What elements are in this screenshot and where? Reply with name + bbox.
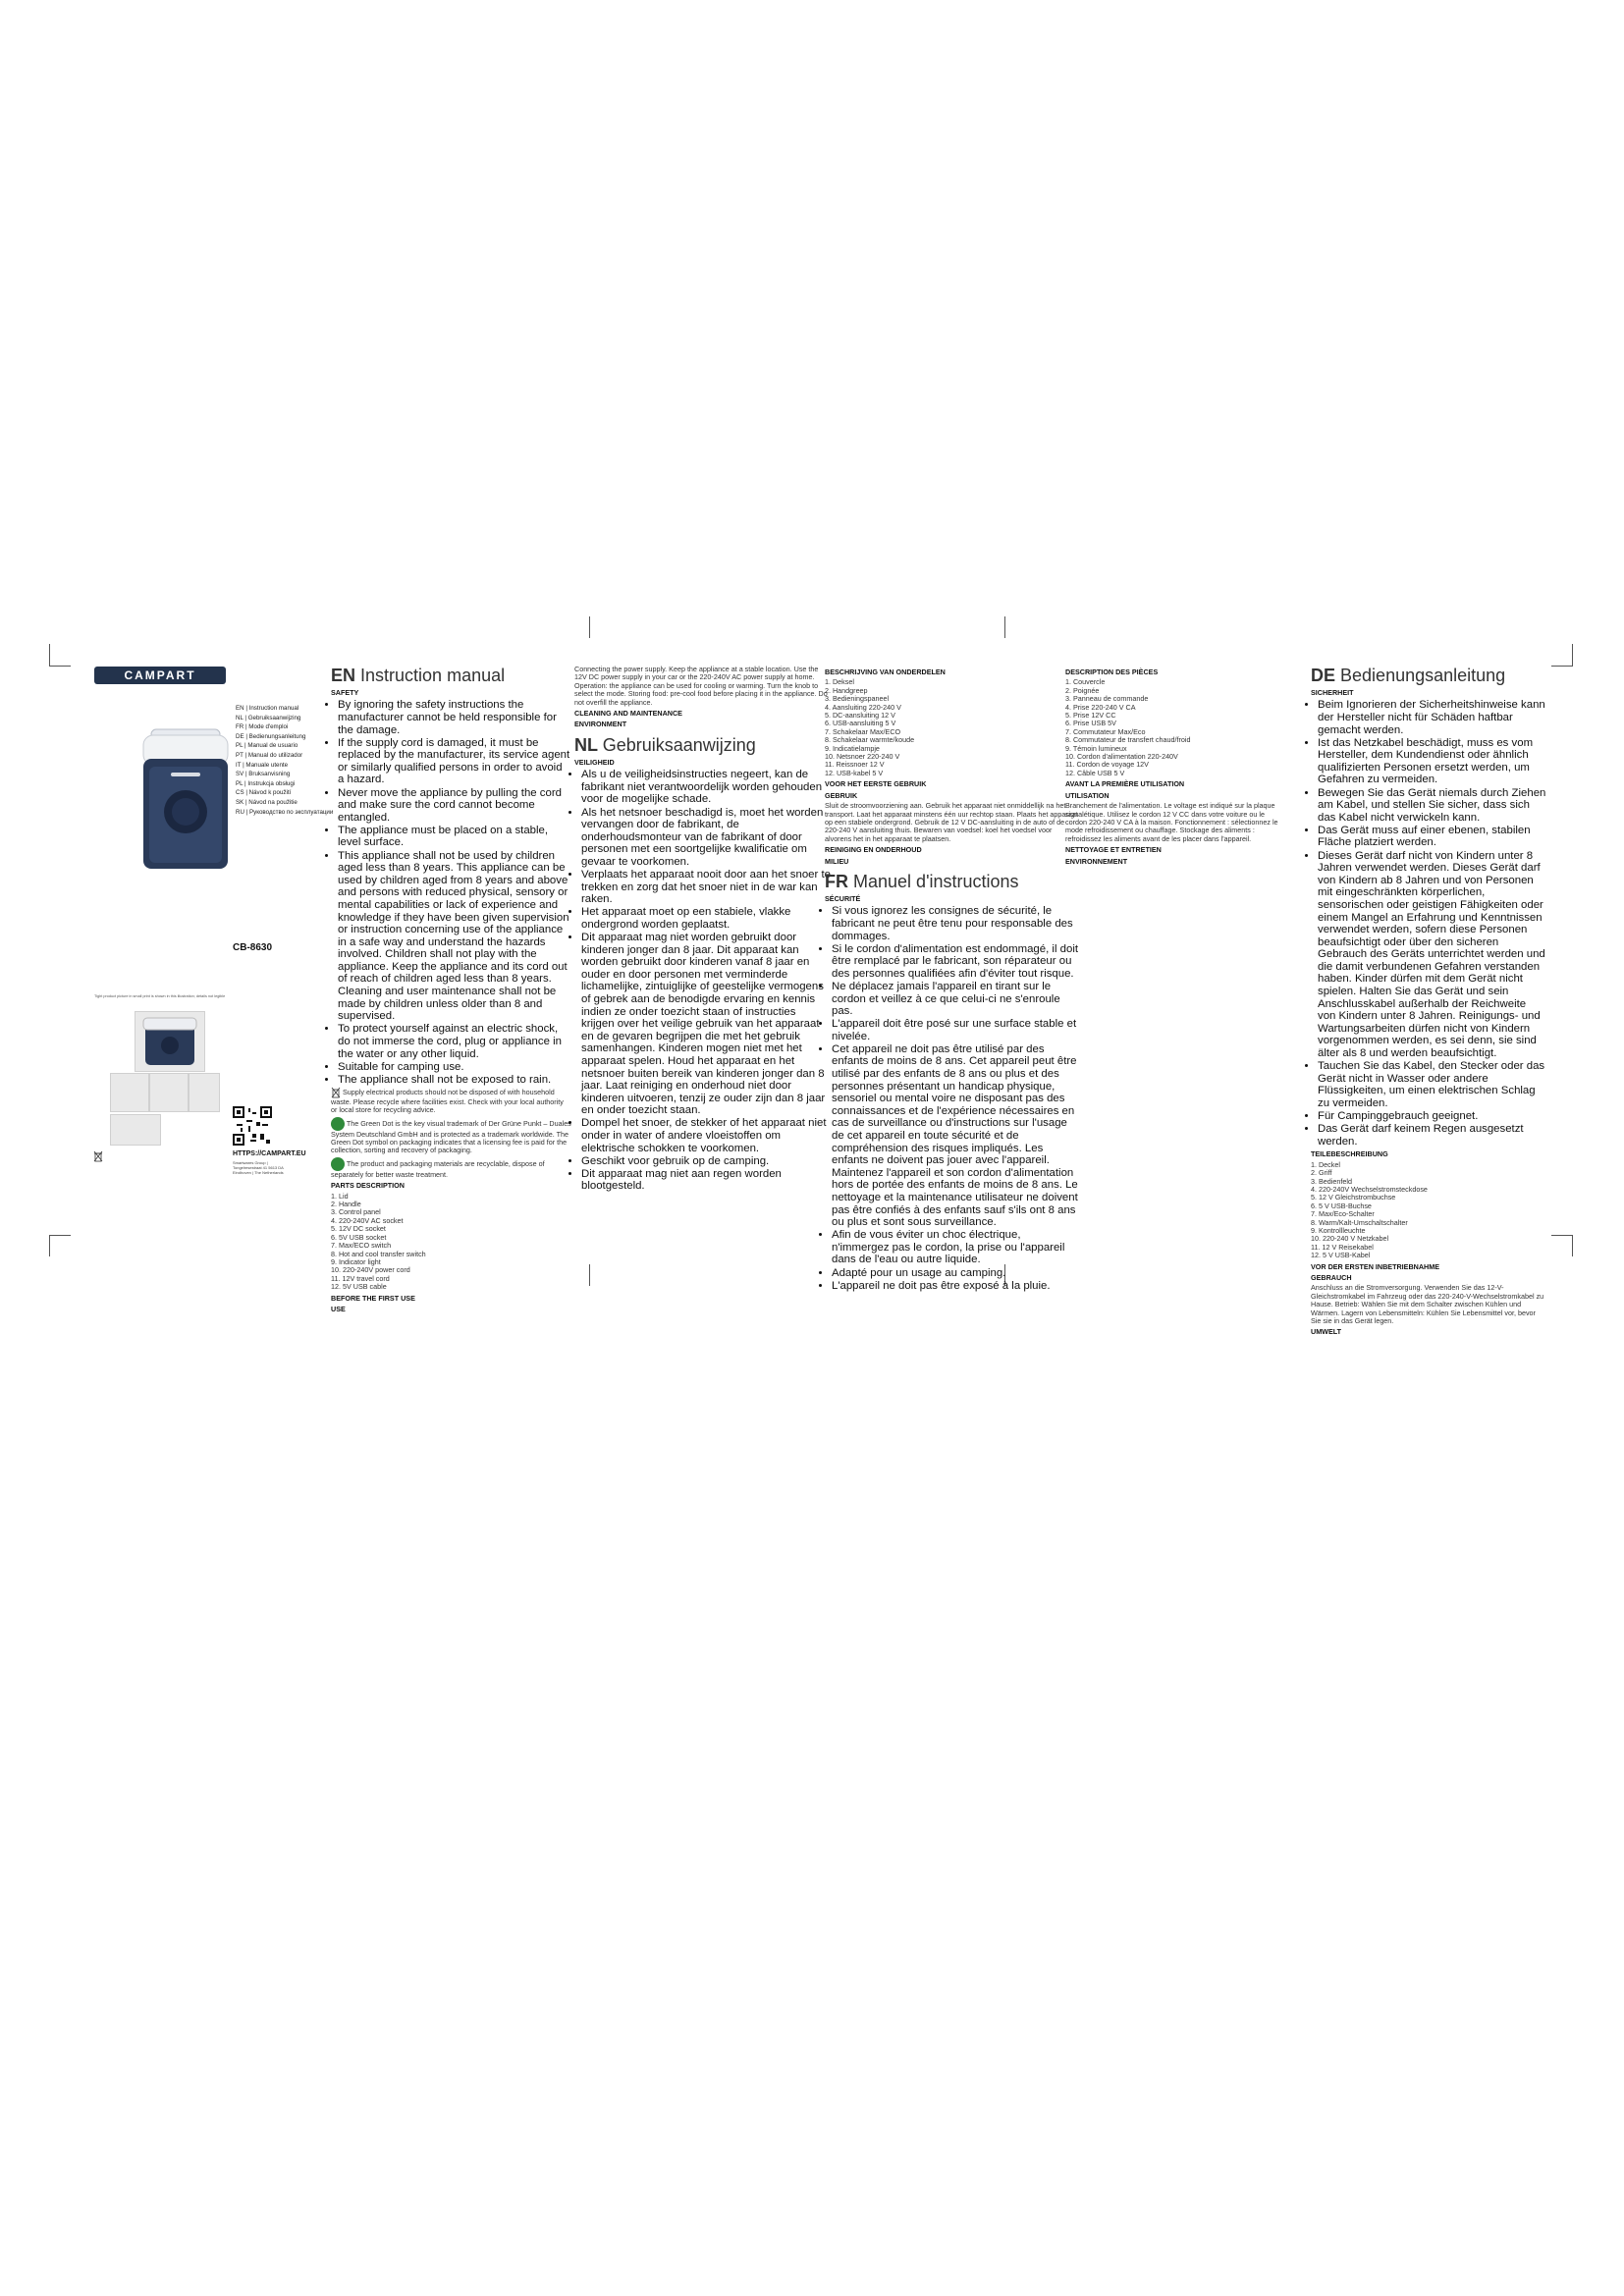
crop-mark: [1551, 666, 1573, 667]
crop-mark: [49, 1235, 71, 1236]
section-heading: GEBRUIK: [825, 790, 858, 800]
website-url[interactable]: HTTPS://CAMPART.EU: [233, 1150, 306, 1157]
section-heading: TEILEBESCHREIBUNG: [1311, 1149, 1388, 1159]
part-item: 2. Griff: [1311, 1168, 1332, 1178]
green-dot-icon: [331, 1117, 345, 1131]
detail-photo: [110, 1073, 149, 1112]
body-text: Branchement de l'alimentation. Le voltage est indiqué sur la plaque signalétique. Utilisez le cordon 12 V CC dans votre voiture ou le cordon 220-240 V CA à la maison. Fonctionnement : sélectionnez le mode refroidissement ou chauffage. Stockage des aliments : refroidissez les aliments avant de les placer dans l'appareil.: [1065, 801, 1278, 843]
section-heading: SICHERHEIT: [1311, 688, 1354, 697]
section-heading: BESCHRIJVING VAN ONDERDELEN: [825, 667, 946, 676]
crop-mark: [49, 666, 71, 667]
safety-item: • Ist das Netzkabel beschädigt, muss es vom Hersteller, dem Kundendienst oder ähnlich qualifizierten Personen ersetzt werden, um Gefahren zu vermeiden.: [1318, 737, 1546, 786]
disposal-text: Supply electrical products should not be disposed of with household waste. Please recycle where facilities exist. Check with your local authority or local store for recycling advice.: [331, 1087, 564, 1115]
safety-item: • Tauchen Sie das Kabel, den Stecker oder das Gerät nicht in Wasser oder andere Flüssigkeiten, um einen elektrischen Schlag zu vermeiden.: [1318, 1060, 1546, 1109]
part-item: 1. Deckel: [1311, 1159, 1340, 1169]
part-item: 6. 5V USB socket: [331, 1232, 387, 1242]
language-item: PL | Manual de usuario: [236, 742, 298, 750]
part-item: 2. Handle: [331, 1200, 361, 1209]
section-heading: BEFORE THE FIRST USE: [331, 1293, 415, 1303]
safety-list: [1311, 699, 1546, 1148]
safety-item: • Never move the appliance by pulling the cord and make sure the cord cannot become entangled.: [338, 787, 571, 825]
safety-item: • The appliance shall not be exposed to rain.: [338, 1074, 571, 1087]
safety-item: • Adapté pour un usage au camping.: [832, 1267, 1080, 1280]
part-item: 12. 5 V USB-Kabel: [1311, 1251, 1371, 1260]
section-heading: SÉCURITÉ: [825, 893, 861, 903]
language-list: [236, 704, 333, 817]
safety-item: • Dieses Gerät darf nicht von Kindern unter 8 Jahren verwendet werden. Dieses Gerät darf von Kindern ab 8 Jahren und von Personen mit eingeschränkten körperlichen, sensorischen oder geistigen Fähigkeiten oder einem Mangel an Erfahrung und Kenntnissen verwendet werden, sofern diese Personen beaufsichtigt oder über den sicheren Gebrauch des Geräts unterrichtet werden und die damit verbundenen Gefahren verstanden haben. Kinder dürfen mit dem Gerät nicht spielen. Halten Sie das Gerät und sein Anschlusskabel außerhalb der Reichweite von Kindern unter 8 Jahren. Reinigungs- und Wartungsarbeiten dürfen nicht von Kindern vorgenommen werden, es sei denn, sie sind älter als 8 und werden beaufsichtigt.: [1318, 850, 1546, 1060]
part-item: 6. Prise USB 5V: [1065, 719, 1116, 728]
safety-list: [574, 769, 832, 1193]
part-item: 7. Max/Eco-Schalter: [1311, 1209, 1375, 1219]
safety-item: • Dompel het snoer, de stekker of het apparaat niet onder in water of andere vloeistoffen om elektrische schokken te voorkomen.: [581, 1117, 832, 1154]
en-column-1: [331, 666, 571, 1313]
safety-item: • If the supply cord is damaged, it must be replaced by the manufacturer, its service agent or similarly qualified persons in order to avoid a hazard.: [338, 737, 571, 786]
language-item: PL | Instrukcja obsługi: [236, 779, 296, 787]
nl-title: NL Gebruiksaanwijzing: [574, 734, 756, 755]
part-item: 1. Deksel: [825, 677, 854, 687]
parts-list: [1065, 678, 1286, 777]
safety-item: • The appliance must be placed on a stable, level surface.: [338, 825, 571, 849]
part-item: 10. Netsnoer 220-240 V: [825, 752, 900, 762]
part-item: 11. 12 V Reisekabel: [1311, 1242, 1374, 1252]
part-item: 9. Témoin lumineux: [1065, 743, 1127, 753]
safety-item: • Dit apparaat mag niet aan regen worden blootgesteld.: [581, 1168, 832, 1193]
crop-mark: [589, 1264, 590, 1286]
crop-mark: [1572, 644, 1573, 666]
section-heading: PARTS DESCRIPTION: [331, 1181, 405, 1191]
brand-logo: CAMPART: [94, 667, 226, 684]
safety-item: • By ignoring the safety instructions the manufacturer cannot be held responsible for the damage.: [338, 699, 571, 736]
body-text: Sluit de stroomvoorziening aan. Gebruik het apparaat niet onmiddellijk na het transport. Laat het apparaat minstens één uur rechtop staan. Plaats het apparaat op een stabiele ondergrond. Gebruik de 12 V DC-aansluiting in de auto of de 220-240 V aansluiting thuis. Bewaren van voedsel: koel het voedsel voor alvorens het in het apparaat te plaatsen.: [825, 801, 1078, 843]
part-item: 4. Prise 220-240 V CA: [1065, 702, 1136, 712]
language-item: RU | Руководство по эксплуатации: [236, 808, 334, 816]
cooler-box-image: [139, 721, 232, 875]
detail-photo: [149, 1073, 189, 1112]
part-item: 1. Lid: [331, 1191, 349, 1201]
safety-item: • Für Campinggebrauch geeignet.: [1318, 1110, 1546, 1123]
part-item: 12. Câble USB 5 V: [1065, 768, 1125, 777]
crop-mark: [49, 644, 50, 666]
safety-item: • Verplaats het apparaat nooit door aan het snoer te trekken en zorg dat het snoer niet in de war kan raken.: [581, 869, 832, 906]
part-item: 11. 12V travel cord: [331, 1273, 390, 1283]
part-item: 9. Kontrollleuchte: [1311, 1225, 1366, 1235]
body-text: Anschluss an die Stromversorgung. Verwenden Sie das 12-V-Gleichstromkabel im Fahrzeug oder das 220-240-V-Wechselstromkabel zu Hause. Betrieb: Wählen Sie mit dem Schalter zwischen Kühlen und Wärmen. Lagern von Lebensmitteln: Kühlen Sie Lebensmittel vor, bevor Sie sie in das Gerät legen.: [1311, 1283, 1544, 1325]
language-item: PT | Manual do utilizador: [236, 751, 303, 759]
part-item: 11. Cordon de voyage 12V: [1065, 760, 1149, 770]
safety-item: • Beim Ignorieren der Sicherheitshinweise kann der Hersteller nicht für Schäden haftbar gemacht werden.: [1318, 699, 1546, 736]
safety-item: • Cet appareil ne doit pas être utilisé par des enfants de moins de 8 ans. Cet appareil peut être utilisé par des enfants de 8 ans ou plus et des personnes présentant un handicap physique, sensoriel ou mental voire ne disposant pas des connaissances et de l'expérience nécessaires en cas de surveillance ou d'instructions sur l'usage de cet appareil en toute sécurité et de compréhension des risques impliqués. Les enfants ne doivent pas jouer avec l'appareil. Maintenez l'appareil et son cordon d'alimentation hors de portée des enfants de moins de 8 ans. Le nettoyage et la maintenance utilisateur ne doivent pas être confiés à des enfants sauf s'ils ont 8 ans ou plus et sont sous surveillance.: [832, 1043, 1080, 1229]
section-heading: ENVIRONNEMENT: [1065, 856, 1128, 866]
cover-caption: Tight product picture in small print is shown in this illustration; details not legible: [94, 994, 226, 998]
part-item: 5. Prise 12V CC: [1065, 711, 1116, 721]
product-photo: [135, 1011, 205, 1072]
section-heading: UMWELT: [1311, 1327, 1342, 1337]
language-item: IT | Manuale utente: [236, 761, 289, 769]
en-column-2: [574, 666, 832, 1235]
section-heading: MILIEU: [825, 856, 849, 866]
language-item: EN | Instruction manual: [236, 705, 299, 712]
parts-list: [825, 678, 1080, 777]
safety-item: • L'appareil doit être posé sur une surface stable et nivelée.: [832, 1018, 1080, 1042]
de-column: [1311, 666, 1546, 1337]
language-item: SV | Bruksanvisning: [236, 771, 291, 778]
part-item: 10. 220-240 V Netzkabel: [1311, 1234, 1389, 1244]
safety-item: • Afin de vous éviter un choc électrique, n'immergez pas le cordon, la prise ou l'appareil dans de l'eau ou autre liquide.: [832, 1229, 1080, 1266]
section-heading: VEILIGHEID: [574, 757, 615, 767]
detail-photo: [110, 1114, 161, 1146]
part-item: 9. Indicatielampje: [825, 743, 880, 753]
fr-title: FR Manuel d'instructions: [825, 871, 1019, 891]
part-item: 6. USB-aansluiting 5 V: [825, 719, 896, 728]
part-item: 3. Control panel: [331, 1207, 381, 1217]
part-item: 2. Poignée: [1065, 685, 1100, 695]
safety-list: [331, 699, 571, 1086]
safety-item: • Das Gerät darf keinem Regen ausgesetzt werden.: [1318, 1123, 1546, 1148]
crop-mark: [49, 1235, 50, 1256]
language-item: CS | Návod k použití: [236, 789, 292, 797]
section-heading: CLEANING AND MAINTENANCE: [574, 709, 682, 719]
part-item: 4. Aansluiting 220-240 V: [825, 702, 901, 712]
safety-list: [825, 905, 1080, 1292]
part-item: 2. Handgreep: [825, 685, 868, 695]
parts-list: [331, 1193, 571, 1292]
crop-mark: [1551, 1235, 1573, 1236]
part-item: 7. Schakelaar Max/ECO: [825, 726, 901, 736]
crop-mark: [1004, 616, 1005, 638]
language-item: SK | Návod na použitie: [236, 798, 298, 806]
section-heading: DESCRIPTION DES PIÈCES: [1065, 667, 1159, 676]
part-item: 8. Schakelaar warmte/koude: [825, 735, 915, 745]
section-heading: VOOR HET EERSTE GEBRUIK: [825, 779, 927, 789]
safety-item: • Bewegen Sie das Gerät niemals durch Ziehen am Kabel, und stellen Sie sicher, dass sich das Kabel nicht verwickeln kann.: [1318, 787, 1546, 825]
section-heading: UTILISATION: [1065, 790, 1110, 800]
safety-item: • Als u de veiligheidsinstructies negeert, kan de fabrikant niet verantwoordelijk worden gehouden voor de mogelijke schade.: [581, 769, 832, 806]
safety-item: • Dit apparaat mag niet worden gebruikt door kinderen jonger dan 8 jaar. Dit apparaat kan worden gebruikt door kinderen vanaf 8 jaar en ouder en door personen met verminderde lichamelijke, zintuiglijke of geestelijke vermogens of gebrek aan de benodigde ervaring en kennis indien ze onder toezicht staan of instructies krijgen over het veilige gebruik van het apparaat en de gevaren begrijpen die met het gebruik samenhangen. Kinderen mogen niet met het apparaat spelen. Houd het apparaat en het netsnoer buiten bereik van kinderen jonger dan 8 jaar. Laat reiniging en onderhoud niet door kinderen uitvoeren, tenzij ze ouder zijn dan 8 jaar en onder toezicht staan.: [581, 932, 832, 1117]
section-heading: SAFETY: [331, 688, 359, 697]
product-code: CB-8630: [233, 942, 273, 953]
green-dot-text: The Green Dot is the key visual trademark of Der Grüne Punkt – Duales System Deutschland GmbH and is protected as a trademark worldwide. The Green Dot symbol on packaging indicates that a licensing fee is paid for the collection, sorting and recovery of packaging.: [331, 1118, 571, 1155]
part-item: 12. USB-kabel 5 V: [825, 768, 884, 777]
section-heading: ENVIRONMENT: [574, 720, 627, 729]
safety-item: • Geschikt voor gebruik op de camping.: [581, 1155, 832, 1168]
section-heading: NETTOYAGE ET ENTRETIEN: [1065, 845, 1162, 855]
part-item: 12. 5V USB cable: [331, 1282, 387, 1292]
part-item: 3. Panneau de commande: [1065, 694, 1149, 704]
safety-item: • Si le cordon d'alimentation est endommagé, il doit être remplacé par le fabricant, son réparateur ou des personnes qualifiées afin d'éviter tout risque.: [832, 943, 1080, 981]
en-title: EN Instruction manual: [331, 666, 506, 685]
company-address: Smartwares Group | Tongelresestraat 41 5613 DA Eindhoven | The Netherlands: [233, 1160, 284, 1175]
section-heading: REINIGING EN ONDERHOUD: [825, 845, 922, 855]
language-item: FR | Mode d'emploi: [236, 723, 289, 731]
language-item: NL | Gebruiksaanwijzing: [236, 714, 301, 721]
part-item: 8. Warm/Kalt-Umschaltschalter: [1311, 1217, 1408, 1227]
part-item: 10. Cordon d'alimentation 220-240V: [1065, 752, 1178, 762]
part-item: 7. Max/ECO switch: [331, 1241, 392, 1251]
part-item: 11. Reissnoer 12 V: [825, 760, 885, 770]
part-item: 6. 5 V USB-Buchse: [1311, 1201, 1372, 1210]
section-heading: USE: [331, 1304, 346, 1313]
safety-item: • Het apparaat moet op een stabiele, vlakke ondergrond worden geplaatst.: [581, 906, 832, 931]
detail-photo: [189, 1073, 220, 1112]
de-title: DE Bedienungsanleitung: [1311, 666, 1506, 685]
part-item: 5. 12 V Gleichstrombuchse: [1311, 1193, 1396, 1202]
section-heading: AVANT LA PREMIÈRE UTILISATION: [1065, 779, 1185, 789]
qr-code: [233, 1106, 272, 1146]
part-item: 10. 220-240V power cord: [331, 1265, 410, 1275]
part-item: 1. Couvercle: [1065, 677, 1106, 687]
body-text: Connecting the power supply. Keep the appliance at a stable location. Use the 12V DC power supply in your car or the 220-240V AC power supply at home. Operation: the appliance can be used for cooling or warming. Turn the knob to select the mode. Storing food: pre-cool food before placing it in the appliance. Do not overfill the appliance.: [574, 665, 828, 707]
parts-list: [1311, 1161, 1546, 1260]
crop-mark: [1572, 1235, 1573, 1256]
nl-column-2: [825, 666, 1080, 1292]
recycle-icon: [331, 1157, 345, 1171]
part-item: 5. DC-aansluiting 12 V: [825, 711, 895, 721]
part-item: 8. Hot and cool transfer switch: [331, 1249, 426, 1258]
safety-item: • Das Gerät muss auf einer ebenen, stabilen Fläche platziert werden.: [1318, 825, 1546, 849]
section-heading: VOR DER ERSTEN INBETRIEBNAHME: [1311, 1261, 1439, 1271]
part-item: 4. 220-240V Wechselstromsteckdose: [1311, 1184, 1428, 1194]
safety-item: • Als het netsnoer beschadigd is, moet het worden vervangen door de fabrikant, de onderhoudsmonteur van de fabrikant of door personen met een soortgelijke kwalificatie om gevaar te voorkomen.: [581, 807, 832, 869]
part-item: 7. Commutateur Max/Eco: [1065, 726, 1146, 736]
part-item: 5. 12V DC socket: [331, 1224, 386, 1234]
section-heading: GEBRAUCH: [1311, 1272, 1352, 1282]
safety-item: • This appliance shall not be used by children aged less than 8 years. This appliance can be used by children aged from 8 years and above and persons with reduced physical, sensory or mental capabilities or lack of experience and knowledge if they have been given supervision or instruction concerning use of the appliance in a safe way and understand the hazards involved. Children shall not play with the appliance. Keep the appliance and its cord out of reach of children aged less than 8 years. Cleaning and user maintenance shall not be made by children unless older than 8 and supervised.: [338, 850, 571, 1023]
part-item: 8. Commutateur de transfert chaud/froid: [1065, 735, 1191, 745]
safety-item: • Si vous ignorez les consignes de sécurité, le fabricant ne peut être tenu pour responsable des dommages.: [832, 905, 1080, 942]
safety-item: • To protect yourself against an electric shock, do not immerse the cord, plug or appliance in the water or any other liquid.: [338, 1023, 571, 1060]
crop-mark: [589, 616, 590, 638]
part-item: 9. Indicator light: [331, 1256, 381, 1266]
safety-item: • L'appareil ne doit pas être exposé à la pluie.: [832, 1280, 1080, 1293]
fr-column-2: [1065, 666, 1286, 1235]
weee-bin-icon: [93, 1150, 103, 1162]
part-item: 3. Bedienfeld: [1311, 1176, 1352, 1186]
recycle-text: The product and packaging materials are recyclable, dispose of separately for better waste treatment.: [331, 1158, 545, 1179]
safety-item: • Suitable for camping use.: [338, 1061, 571, 1074]
part-item: 3. Bedieningspaneel: [825, 694, 890, 704]
safety-item: • Ne déplacez jamais l'appareil en tirant sur le cordon et veillez à ce que celui-ci ne s'enroule pas.: [832, 981, 1080, 1018]
part-item: 4. 220-240V AC socket: [331, 1215, 404, 1225]
language-item: DE | Bedienungsanleitung: [236, 732, 306, 740]
